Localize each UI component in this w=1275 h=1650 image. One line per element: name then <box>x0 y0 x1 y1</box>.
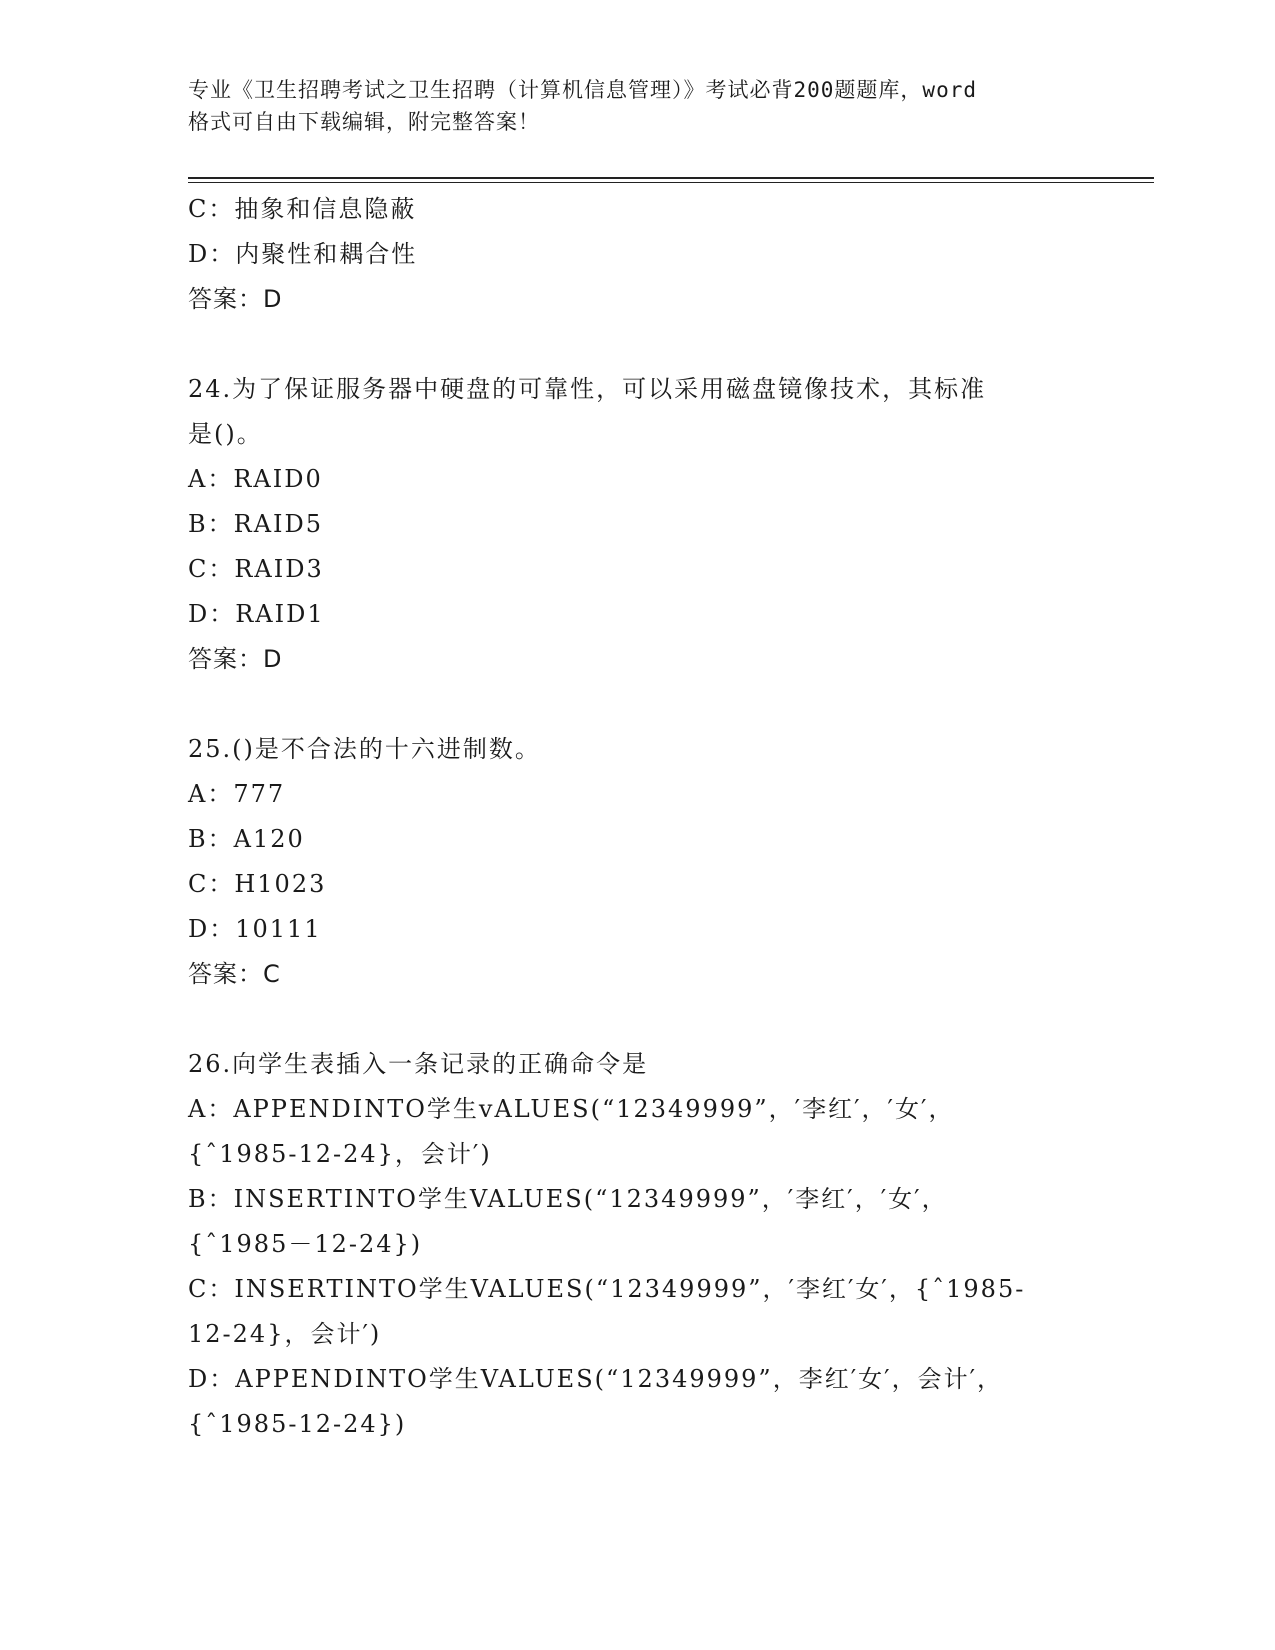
question-text-line-2: 是()。 <box>188 420 263 448</box>
question-text: 26.向学生表插入一条记录的正确命令是 <box>188 1050 649 1078</box>
option-a-line-2: {ˆ1985-12-24}，会计′) <box>188 1140 492 1168</box>
answer: 答案：D <box>188 285 283 313</box>
header-line-1: 专业《卫生招聘考试之卫生招聘（计算机信息管理）》考试必背200题题库，word <box>188 78 977 102</box>
header-rule-thick <box>188 177 1154 179</box>
option-d-line-2: {ˆ1985-12-24}) <box>188 1410 407 1438</box>
header-rule-thin <box>188 182 1154 183</box>
document-header <box>188 74 1088 138</box>
question-list <box>188 187 1088 1447</box>
option-c-line-1: C：INSERTINTO学生VALUES(“12349999”，′李红′女′，{ˆ1985- <box>188 1275 1026 1303</box>
option-d: D：内聚性和耦合性 <box>188 240 418 268</box>
option-c: C：H1023 <box>188 870 327 898</box>
option-c: C：RAID3 <box>188 555 324 583</box>
option-b-line-2: {ˆ1985－12-24}) <box>188 1230 423 1258</box>
answer: 答案：C <box>188 960 281 988</box>
option-b: B：RAID5 <box>188 510 324 538</box>
header-line-2: 格式可自由下载编辑，附完整答案！ <box>188 110 540 134</box>
spacer <box>188 997 1088 1042</box>
option-a: A：777 <box>188 780 286 808</box>
option-b-line-1: B：INSERTINTO学生VALUES(“12349999”，′李红′，′女′， <box>188 1185 948 1213</box>
option-a-line-1: A：APPENDINTO学生vALUES(“12349999”，′李红′，′女′， <box>188 1095 955 1123</box>
option-d-line-1: D：APPENDINTO学生VALUES(“12349999”，李红′女′，会计′， <box>188 1365 1004 1393</box>
option-a: A：RAID0 <box>188 465 323 493</box>
question-text: 25.()是不合法的十六进制数。 <box>188 735 541 763</box>
option-d: D：10111 <box>188 915 322 943</box>
question-26 <box>188 1042 1088 1447</box>
option-c: C：抽象和信息隐蔽 <box>188 195 417 223</box>
spacer <box>188 322 1088 367</box>
question-25 <box>188 727 1088 997</box>
option-c-line-2: 12-24}，会计′) <box>188 1320 382 1348</box>
spacer <box>188 682 1088 727</box>
option-b: B：A120 <box>188 825 305 853</box>
question-23 <box>188 187 1088 322</box>
question-24 <box>188 367 1088 682</box>
answer: 答案：D <box>188 645 283 673</box>
option-d: D：RAID1 <box>188 600 325 628</box>
question-text-line-1: 24.为了保证服务器中硬盘的可靠性，可以采用磁盘镜像技术，其标准 <box>188 375 987 403</box>
